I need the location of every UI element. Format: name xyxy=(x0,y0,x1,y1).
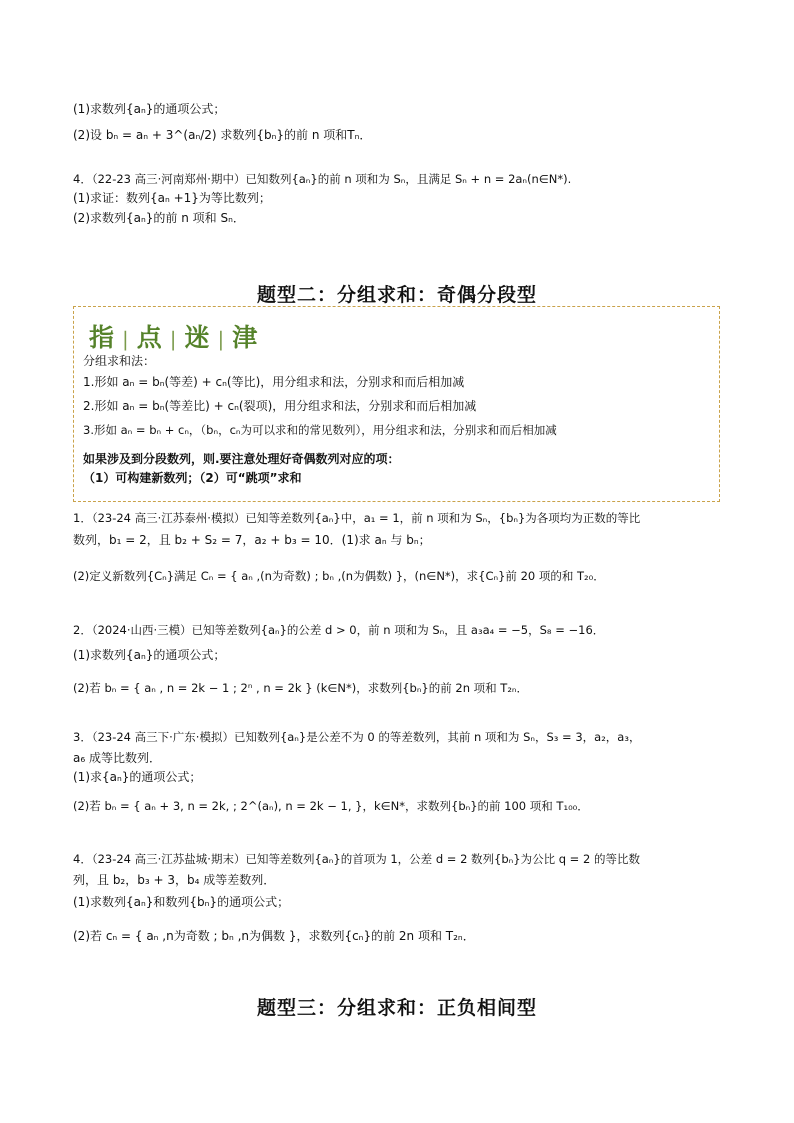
tips-title-char: 指 xyxy=(89,323,117,352)
problem-text: (2)若 cₙ = { aₙ ,n为奇数 ; bₙ ,n为偶数 }，求数列{cₙ}的前 2n 项和 T₂ₙ． xyxy=(73,929,475,943)
problem-text: 1．（23-24 高三·江苏泰州·模拟）已知等差数列{aₙ}中，a₁ = 1，前 n 项和为 Sₙ，{bₙ}为各项均为正数的等比 xyxy=(73,511,641,525)
problem-text: (1)求{aₙ}的通项公式； xyxy=(73,770,202,784)
tips-line: 3.形如 aₙ = bₙ + cₙ，（bₙ，cₙ为可以求和的常见数列），用分组求和法，分别求和而后相加减 xyxy=(83,423,557,437)
tips-line: 1.形如 aₙ = bₙ(等差) + cₙ(等比)，用分组求和法，分别求和而后相加减 xyxy=(83,375,465,389)
section-heading: 题型三：分组求和：正负相间型 xyxy=(256,997,537,1019)
problem-text: (2)定义新数列{Cₙ}满足 Cₙ = { aₙ ,(n为奇数) ; bₙ ,(n为偶数) }，(n∈N*)，求{Cₙ}前 20 项的和 T₂₀． xyxy=(73,569,605,583)
problem-text: (1)求数列{aₙ}的通项公式； xyxy=(73,648,226,662)
tips-title: 指 | 点 | 迷 | 津 xyxy=(89,323,260,352)
tips-line: （1）可构建新数列；（2）可“跳项”求和 xyxy=(83,471,302,485)
problem-text: 3．（23-24 高三下·广东·模拟）已知数列{aₙ}是公差不为 0 的等差数列，其前 n 项和为 Sₙ，S₃ = 3，a₂，a₃， xyxy=(73,730,641,744)
text-line: (2)求数列{aₙ}的前 n 项和 Sₙ． xyxy=(73,211,245,225)
problem-text: (2)若 bₙ = { aₙ , n = 2k − 1 ; 2ⁿ , n = 2k } (k∈N*)，求数列{bₙ}的前 2n 项和 T₂ₙ． xyxy=(73,681,529,695)
problem-text: 4．（23-24 高三·江苏盐城·期末）已知等差数列{aₙ}的首项为 1，公差 d = 2 数列{bₙ}为公比 q = 2 的等比数 xyxy=(73,852,640,866)
problem-text: 2．（2024·山西·三模）已知等差数列{aₙ}的公差 d > 0，前 n 项和为 Sₙ，且 a₃a₄ = −5，S₈ = −16． xyxy=(73,623,605,637)
text-line: (2)设 bₙ = aₙ + 3^(aₙ/2) 求数列{bₙ}的前 n 项和Tₙ． xyxy=(73,128,372,142)
tips-line: 如果涉及到分段数列，则.要注意处理好奇偶数列对应的项： xyxy=(83,452,400,466)
tips-title-char: 津 xyxy=(232,323,260,352)
text-line: (1)求证：数列{aₙ +1}为等比数列； xyxy=(73,191,271,205)
section-heading: 题型二：分组求和：奇偶分段型 xyxy=(256,284,537,306)
problem-text: 列，且 b₂，b₃ + 3，b₄ 成等差数列． xyxy=(73,873,276,887)
tips-title-char: 点 xyxy=(136,323,164,352)
problem-text: (2)若 bₙ = { aₙ + 3, n = 2k, ; 2^(aₙ), n = 2k − 1, }，k∈N*，求数列{bₙ}的前 100 项和 T₁₀₀． xyxy=(73,799,589,813)
tips-line: 分组求和法： xyxy=(83,354,156,368)
problem-text: a₆ 成等比数列． xyxy=(73,751,161,765)
problem-text: (1)求数列{aₙ}和数列{bₙ}的通项公式； xyxy=(73,895,290,909)
tips-line: 2.形如 aₙ = bₙ(等差比) + cₙ(裂项)，用分组求和法，分别求和而后相加减 xyxy=(83,399,477,413)
problem-text: 数列，b₁ = 2，且 b₂ + S₂ = 7，a₂ + b₃ = 10．(1)求 aₙ 与 bₙ； xyxy=(73,533,431,547)
tips-title-char: 迷 xyxy=(184,323,212,352)
text-line: (1)求数列{aₙ}的通项公式； xyxy=(73,102,226,116)
problem-text: 4．（22-23 高三·河南郑州·期中）已知数列{aₙ}的前 n 项和为 Sₙ，且满足 Sₙ + n = 2aₙ(n∈N*). xyxy=(73,172,572,186)
